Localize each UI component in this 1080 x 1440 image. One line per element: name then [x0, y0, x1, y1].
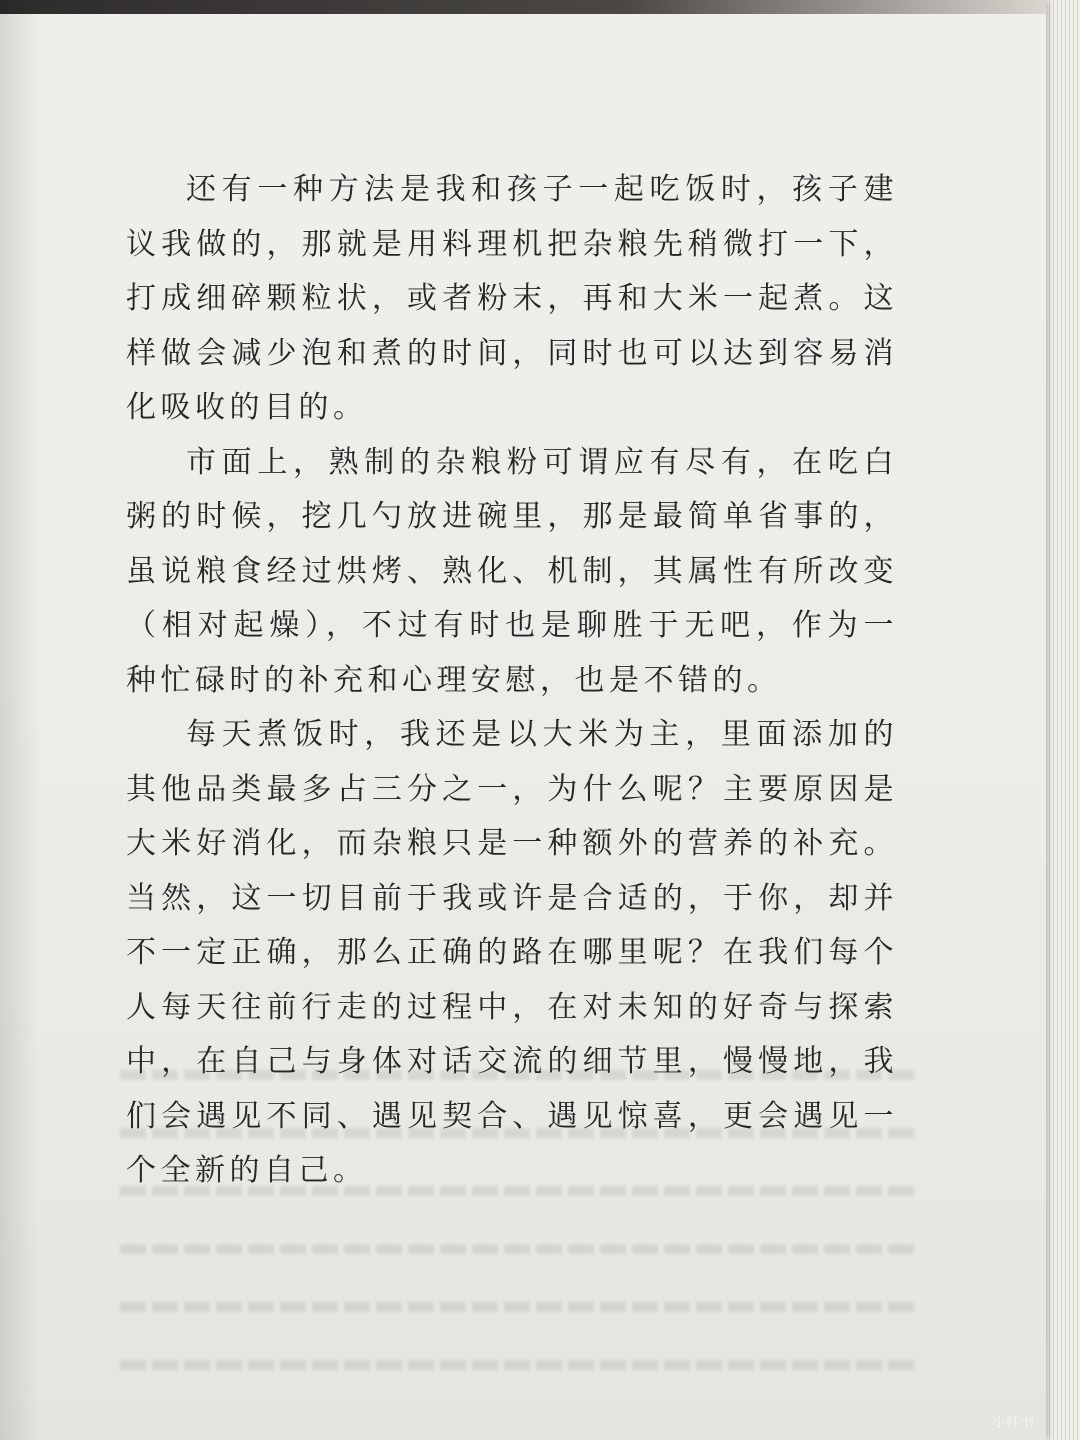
cover-edge — [0, 0, 1046, 14]
watermark: 小红书 — [992, 1415, 1034, 1431]
paragraph-2: 市面上，熟制的杂粮粉可谓应有尽有，在吃白粥的时候，挖几勺放进碗里，那是最简单省事的，虽说粮食经过烘烤、熟化、机制，其属性有所改变（相对起燥），不过有时也是聊胜于无吧，作为一种忙碌时的补充和心理安慰，也是不错的。 — [126, 444, 898, 698]
paragraph-1: 还有一种方法是我和孩子一起吃饭时，孩子建议我做的，那就是用料理机把杂粮先稍微打一下，打成细碎颗粒状，或者粉末，再和大米一起煮。这样做会减少泡和煮的时间，同时也可以达到容易消化吸收的目的。 — [126, 172, 898, 425]
body-text — [126, 163, 898, 1199]
page-edges — [1041, 0, 1080, 1440]
gutter-shadow — [0, 0, 40, 1440]
paragraph-3: 每天煮饭时，我还是以大米为主，里面添加的其他品类最多占三分之一，为什么呢？主要原因是大米好消化，而杂粮只是一种额外的营养的补充。当然，这一切目前于我或许是合适的，于你，却并不一定正确，那么正确的路在哪里呢？在我们每个人每天往前行走的过程中，在对未知的好奇与探索中，在自己与身体对话交流的细节里，慢慢地，我们会遇见不同、遇见契合、遇见惊喜，更会遇见一个全新的自己。 — [126, 717, 898, 1188]
